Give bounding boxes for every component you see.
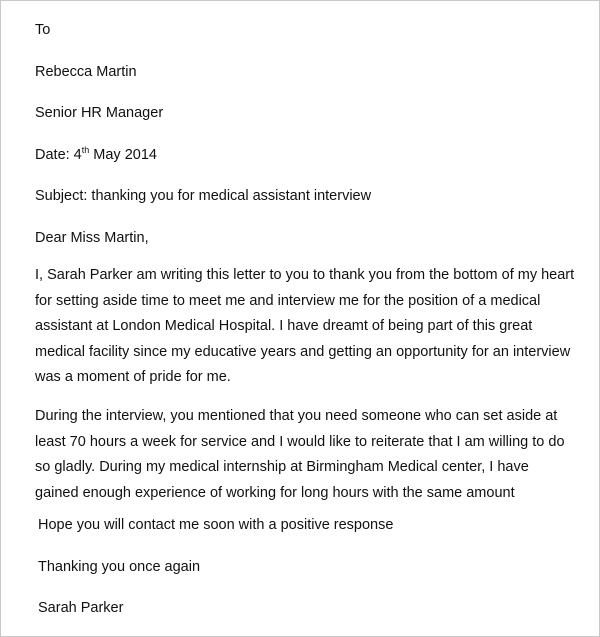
paragraph-line: medical facility since my educative years and getting an opportunity for an interview [35,343,571,360]
date-prefix: Date: 4 [35,147,82,163]
to-label: To [35,22,51,38]
paragraph-line: was a moment of pride for me. [35,369,231,385]
paragraph-line: least 70 hours a week for service and I would like to reiterate that I am willing to do [35,433,565,450]
paragraph-line: so gladly. During my medical internship at Birmingham Medical center, I have [35,459,529,475]
paragraph-line: gained enough experience of working for long hours with the same amount [35,484,515,501]
signature-name: Sarah Parker [38,600,124,616]
thanks-line: Thanking you once again [38,559,201,575]
paragraph-line: assistant at London Medical Hospital. I have dreamt of being part of this great [35,318,533,334]
salutation: Dear Miss Martin, [35,230,149,246]
recipient-title: Senior HR Manager [35,105,164,121]
letter-date [35,147,157,163]
closing-line: Hope you will contact me soon with a positive response [38,517,394,533]
body-paragraph-1 [35,263,595,391]
date-ordinal-suffix: th [81,145,90,156]
paragraph-line: During the interview, you mentioned that you need someone who can set aside at [35,408,558,424]
subject-line: Subject: thanking you for medical assistant interview [35,188,372,204]
date-rest: May 2014 [89,147,157,163]
paragraph-line: for setting aside time to meet me and interview me for the position of a medical [35,292,541,309]
recipient-name: Rebecca Martin [35,64,137,80]
body-paragraph-2 [35,404,595,506]
paragraph-line: I, Sarah Parker am writing this letter to you to thank you from the bottom of my heart [35,267,575,283]
